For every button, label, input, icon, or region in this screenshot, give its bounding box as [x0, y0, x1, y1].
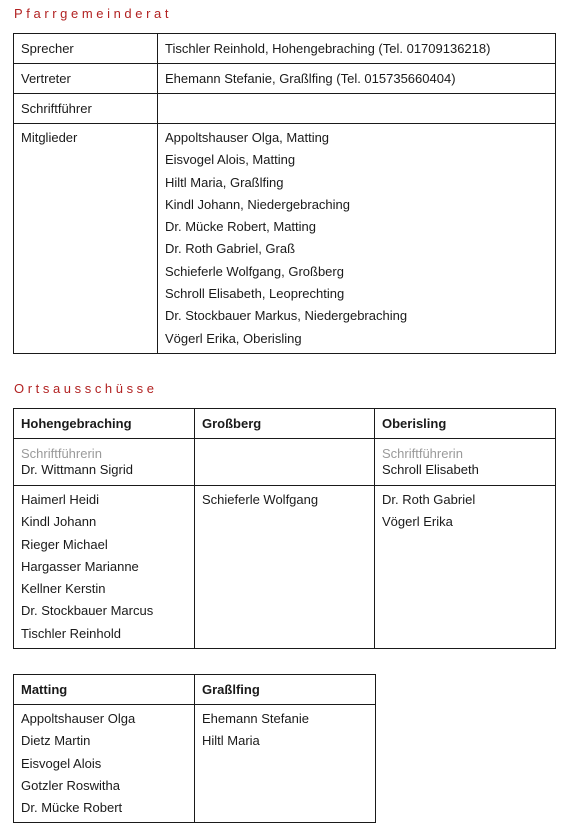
table-row [14, 486, 556, 649]
sprecher-value: Tischler Reinhold, Hohengebraching (Tel. 01709136218) [158, 34, 556, 64]
list-item: Schieferle Wolfgang, Großberg [165, 263, 344, 279]
list-item: Schroll Elisabeth, Leoprechting [165, 286, 345, 302]
role-name: Schroll Elisabeth [382, 462, 479, 477]
pfarrgemeinderat-title: Pfarrgemeinderat [14, 6, 173, 21]
list-item: Schieferle Wolfgang [202, 492, 319, 507]
role-label: Schriftführerin [21, 446, 102, 461]
table-header-row [14, 675, 376, 705]
ortsausschuss-table-2 [13, 674, 376, 823]
schriftfuehrer-label: Schriftführer [14, 94, 158, 124]
column-header-hohengebraching: Hohengebraching [14, 409, 195, 439]
list-item: Ehemann Stefanie [202, 711, 309, 726]
list-item: Hargasser Marianne [21, 558, 139, 574]
table-row [14, 34, 556, 64]
pfarrgemeinderat-table [13, 33, 556, 354]
column-header-oberisling: Oberisling [375, 409, 556, 439]
list-item: Hiltl Maria [202, 733, 260, 749]
list-item: Dr. Mücke Robert, Matting [165, 219, 316, 235]
list-item: Dr. Roth Gabriel [382, 492, 476, 507]
list-item: Appoltshauser Olga [21, 711, 136, 726]
mitglieder-label [14, 124, 158, 354]
table-row [14, 439, 556, 486]
sprecher-label: Sprecher [14, 34, 158, 64]
list-item: Appoltshauser Olga, Matting [165, 130, 330, 145]
list-item: Hiltl Maria, Graßlfing [165, 174, 284, 190]
list-item: Rieger Michael [21, 536, 108, 552]
list-item: Tischler Reinhold [21, 625, 121, 641]
list-item: Vögerl Erika [382, 514, 453, 530]
role-label [202, 439, 367, 455]
column-header-grossberg: Großberg [195, 409, 375, 439]
role-cell-grossberg [195, 439, 375, 486]
members-cell-grossberg [195, 486, 375, 649]
table-row [14, 94, 556, 124]
role-name [202, 455, 367, 471]
list-item: Gotzler Roswitha [21, 777, 120, 793]
members-cell-hohengebraching [14, 486, 195, 649]
list-item: Kellner Kerstin [21, 581, 106, 597]
list-item: Dr. Mücke Robert [21, 800, 123, 816]
table-header-row [14, 409, 556, 439]
column-header-matting: Matting [14, 675, 195, 705]
list-item: Dr. Roth Gabriel, Graß [165, 241, 296, 257]
vertreter-label: Vertreter [14, 64, 158, 94]
table-row [14, 124, 556, 354]
vertreter-value: Ehemann Stefanie, Graßlfing (Tel. 015735660404) [158, 64, 556, 94]
list-item: Eisvogel Alois, Matting [165, 152, 296, 168]
role-cell-hohengebraching [14, 439, 195, 486]
ortsausschuesse-title: Ortsausschüsse [14, 381, 158, 396]
role-label: Schriftführerin [382, 446, 463, 461]
ortsausschuss-table-1 [13, 408, 556, 649]
table-row [14, 64, 556, 94]
list-item: Eisvogel Alois [21, 755, 102, 771]
list-item: Vögerl Erika, Oberisling [165, 330, 302, 346]
list-item: Haimerl Heidi [21, 492, 100, 507]
list-item: Dr. Stockbauer Marcus [21, 603, 154, 619]
table-row [14, 705, 376, 823]
members-cell-grasslfing [195, 705, 376, 823]
list-item: Dietz Martin [21, 733, 91, 749]
members-cell-matting [14, 705, 195, 823]
mitglieder-label-text: Mitglieder [21, 130, 78, 145]
members-cell-oberisling [375, 486, 556, 649]
list-item: Dr. Stockbauer Markus, Niedergebraching [165, 308, 408, 324]
column-header-grasslfing: Graßlfing [195, 675, 376, 705]
mitglieder-list [158, 124, 556, 354]
schriftfuehrer-value [158, 94, 556, 124]
list-item: Kindl Johann [21, 514, 97, 530]
role-name: Dr. Wittmann Sigrid [21, 462, 133, 477]
role-cell-oberisling [375, 439, 556, 486]
list-item: Kindl Johann, Niedergebraching [165, 196, 351, 212]
